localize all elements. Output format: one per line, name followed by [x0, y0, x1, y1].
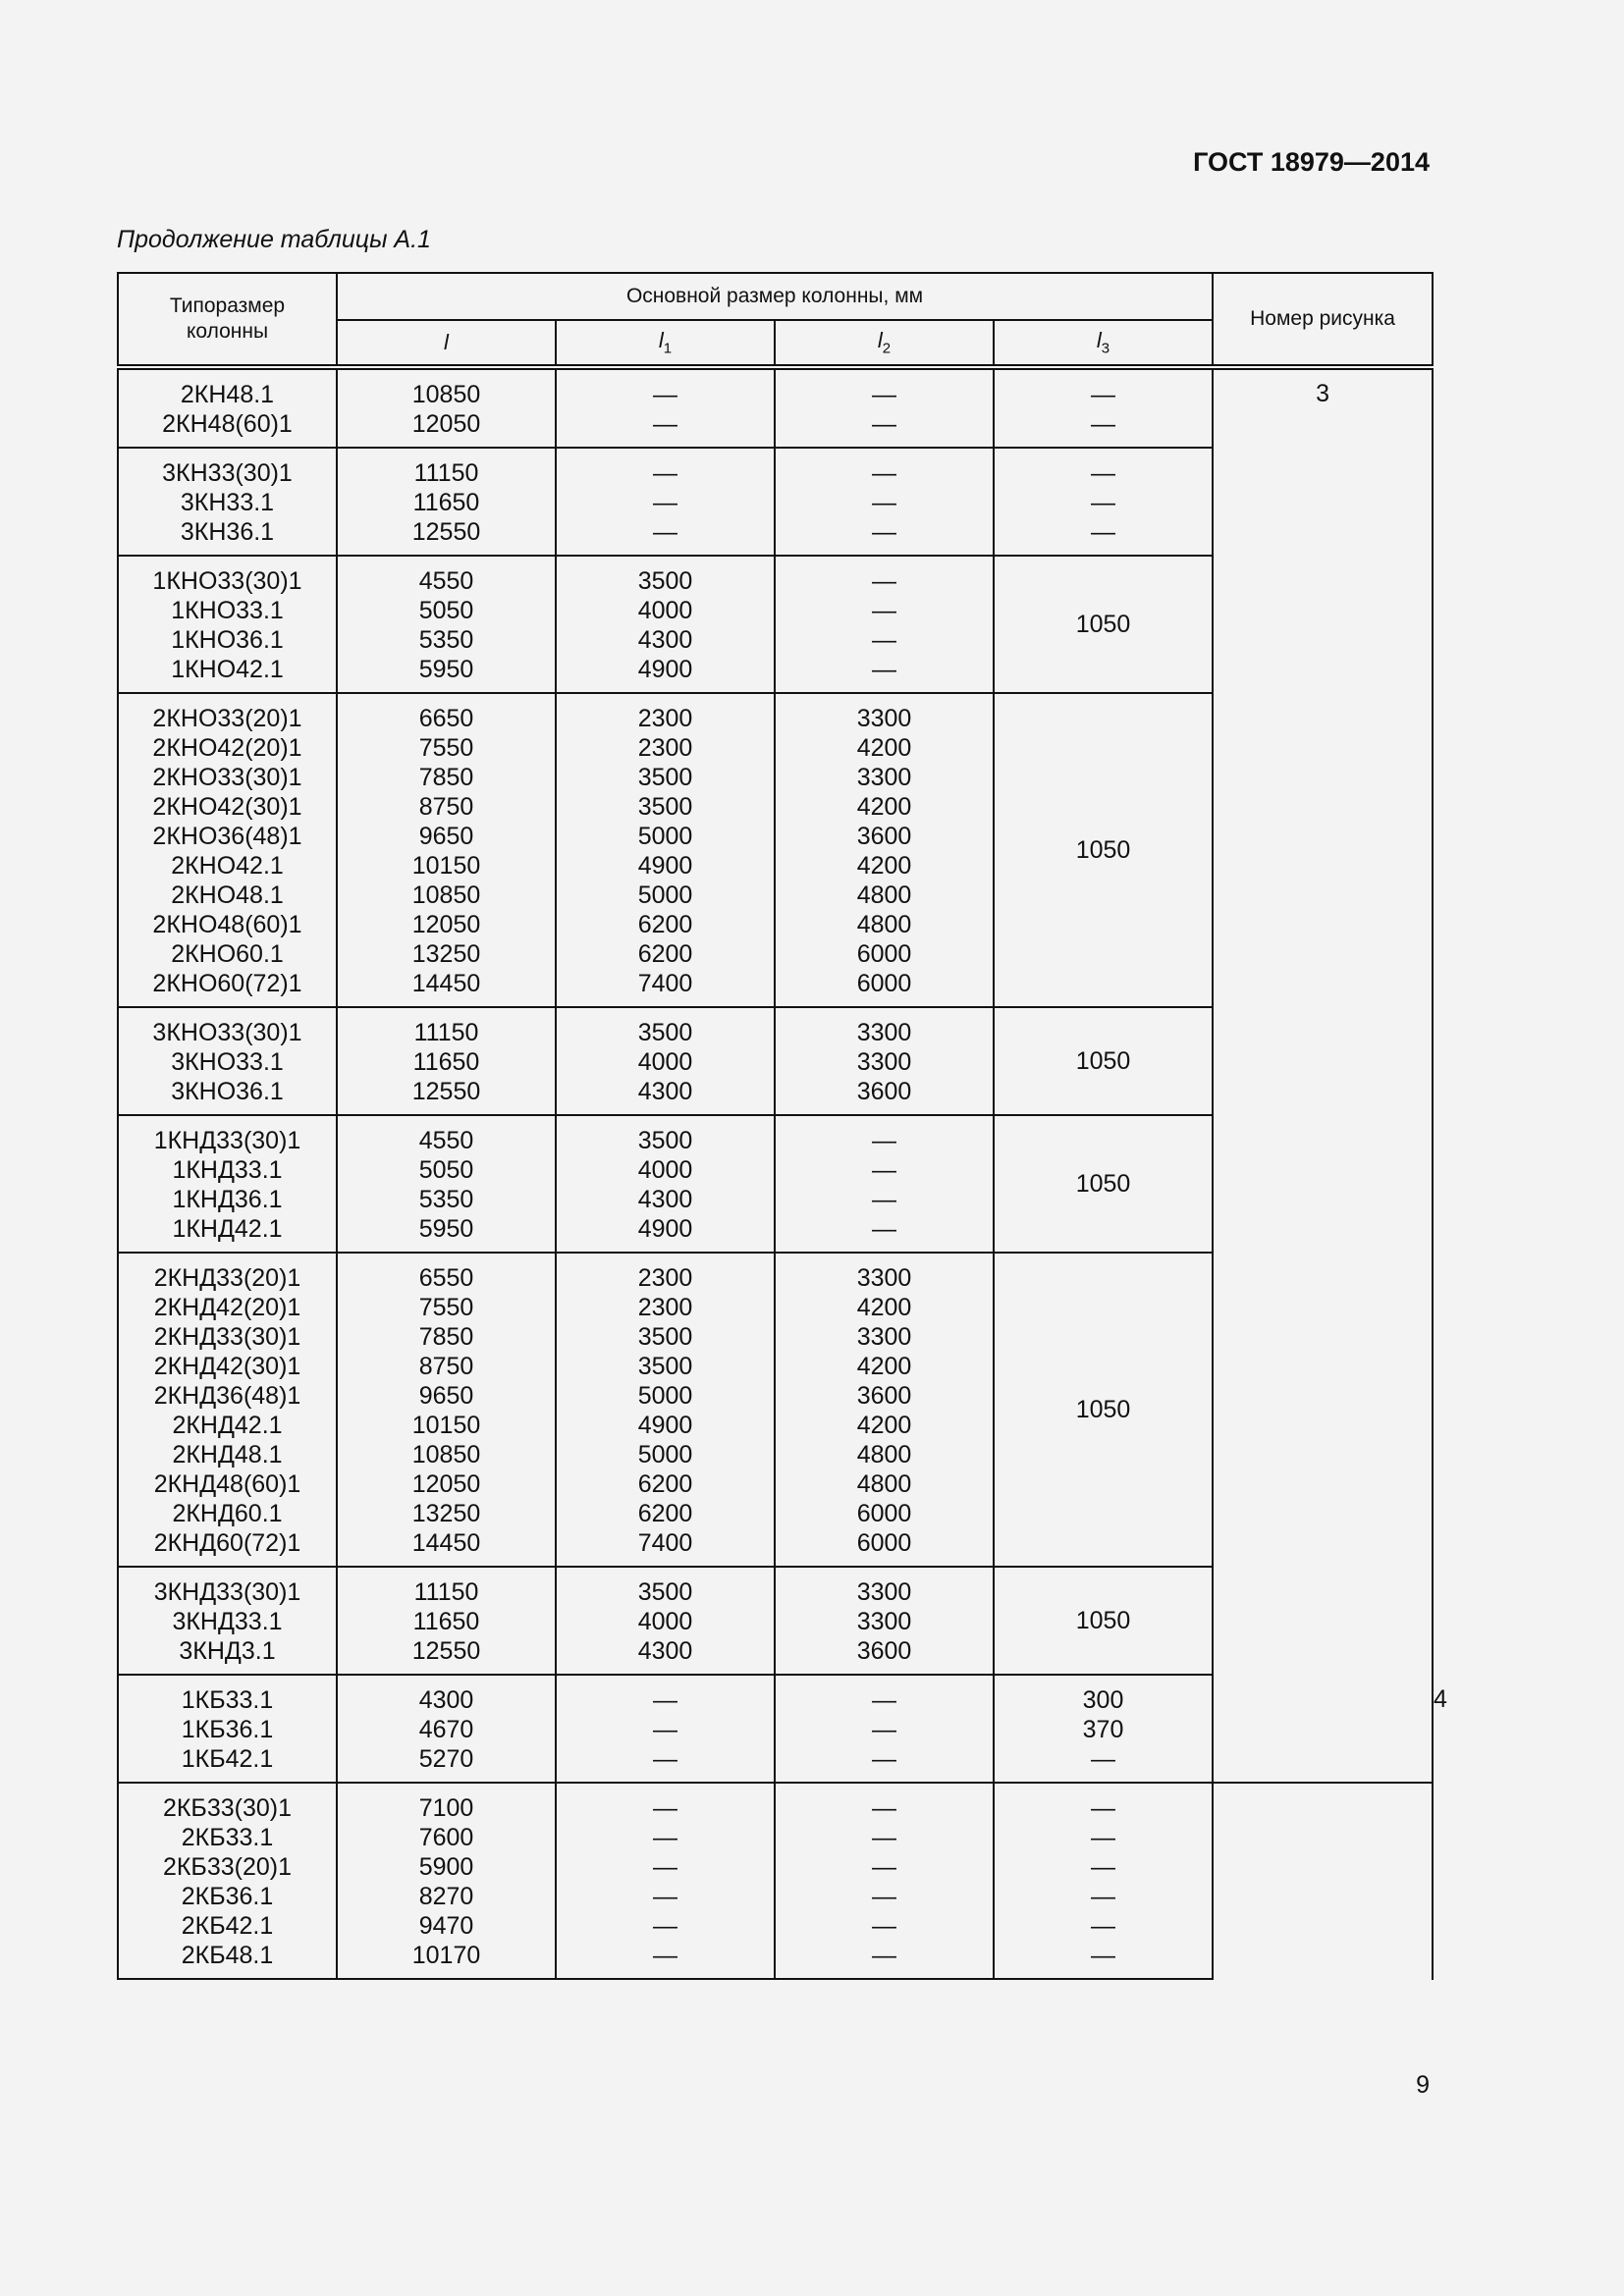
l1-cell-value: 3500 [637, 1019, 693, 1046]
header-l1: $l_1$ [556, 320, 775, 367]
l1-cell [556, 448, 775, 556]
l1-cell-value: — [653, 1912, 677, 1940]
l3-cell-value: — [1091, 459, 1115, 487]
type-cell [118, 1783, 337, 1979]
l-cell-value: 5900 [418, 1853, 474, 1881]
l-cell-value: 7850 [418, 764, 474, 791]
type-cell-value: 1КНД42.1 [172, 1215, 283, 1243]
l-cell-value: 12550 [411, 518, 481, 546]
l-cell-value: 10850 [411, 881, 481, 909]
l2-cell-value: — [872, 1745, 896, 1773]
l-cell-value: 7850 [418, 1323, 474, 1351]
l3-cell [994, 367, 1213, 448]
l1-cell-value: — [653, 1942, 677, 1969]
type-cell-value: 2КН48.1 [180, 381, 275, 408]
l2-cell-value: 6000 [856, 1529, 912, 1557]
l1-cell-value: 6200 [637, 940, 693, 968]
l2-cell-value: 3300 [856, 1578, 912, 1606]
l-cell-value: 7100 [418, 1794, 474, 1822]
type-cell-value: 2КНО36(48)1 [152, 823, 302, 850]
l2-cell-value: — [872, 1824, 896, 1851]
l-cell-value: 13250 [411, 1500, 481, 1527]
l-cell [337, 556, 556, 693]
type-cell-value: 3КН33.1 [180, 489, 275, 516]
type-cell-value: 3КНД33(30)1 [153, 1578, 301, 1606]
l2-cell-value: 4200 [856, 852, 912, 880]
header-figure-number: Номер рисунка [1213, 273, 1433, 367]
l2-cell-value: — [872, 1716, 896, 1743]
type-cell-value: 2КНД33(20)1 [153, 1264, 301, 1292]
table-body [118, 367, 1447, 1979]
type-cell-value: 2КНД60.1 [172, 1500, 283, 1527]
type-cell-value: 1КБ42.1 [181, 1745, 274, 1773]
l1-cell-value: 7400 [637, 970, 693, 997]
l1-cell-value: — [653, 1853, 677, 1881]
l2-cell-value: — [872, 1156, 896, 1184]
l1-cell-value: 6200 [637, 1470, 693, 1498]
l1-cell-value: 4300 [637, 1186, 693, 1213]
l-cell-value: 4670 [418, 1716, 474, 1743]
l2-cell-value: — [872, 1883, 896, 1910]
l3-cell-value: — [1091, 518, 1115, 546]
l1-cell-value: 3500 [637, 567, 693, 595]
type-cell-value: 3КНО33.1 [171, 1048, 284, 1076]
type-cell-value: 3КН33(30)1 [162, 459, 293, 487]
l3-cell [994, 693, 1213, 1007]
type-cell-value: 2КБ48.1 [181, 1942, 274, 1969]
l-cell [337, 1007, 556, 1115]
l3-cell-value: 1050 [1075, 836, 1131, 864]
l1-cell-value: — [653, 1794, 677, 1822]
type-cell [118, 693, 337, 1007]
type-cell-value: 1КНД33(30)1 [153, 1127, 301, 1154]
l2-cell-value: 3300 [856, 1048, 912, 1076]
l-cell-value: 4550 [418, 1127, 474, 1154]
type-cell-value: 2КНО60(72)1 [152, 970, 302, 997]
l-cell [337, 1675, 556, 1783]
l3-cell-value: — [1091, 489, 1115, 516]
l2-cell-value: 3300 [856, 705, 912, 732]
l1-cell-value: — [653, 1686, 677, 1714]
l1-cell-value: — [653, 489, 677, 516]
l2-cell-value: 6000 [856, 1500, 912, 1527]
l2-cell-value: — [872, 518, 896, 546]
l1-cell-value: 3500 [637, 1323, 693, 1351]
l3-cell-value: — [1091, 1883, 1115, 1910]
type-cell-value: 2КБ36.1 [181, 1883, 274, 1910]
l3-cell-value: — [1091, 1824, 1115, 1851]
l3-cell [994, 1115, 1213, 1253]
l3-cell-value: — [1091, 1912, 1115, 1940]
l3-cell-value: — [1091, 1794, 1115, 1822]
l2-cell-value: 4800 [856, 1470, 912, 1498]
l1-cell [556, 556, 775, 693]
l2-cell-value: 4200 [856, 793, 912, 821]
l2-cell-value: 3300 [856, 1608, 912, 1635]
l2-cell-value: — [872, 1215, 896, 1243]
l1-cell-value: 4000 [637, 597, 693, 624]
type-cell [118, 367, 337, 448]
l3-cell [994, 1007, 1213, 1115]
l2-cell-value: — [872, 1912, 896, 1940]
table-caption: Продолжение таблицы А.1 [117, 226, 431, 253]
l3-cell-value: 1050 [1075, 1047, 1131, 1075]
header-l: l [337, 320, 556, 367]
l1-cell [556, 1675, 775, 1783]
l-cell-value: 6650 [418, 705, 474, 732]
l-cell-value: 14450 [411, 970, 481, 997]
l3-cell [994, 1675, 1213, 1783]
type-cell-value: 2КБ33(30)1 [162, 1794, 293, 1822]
l1-cell-value: 5000 [637, 1441, 693, 1468]
l2-cell-value: — [872, 1186, 896, 1213]
dimensions-table [117, 272, 1447, 1980]
l3-cell [994, 1567, 1213, 1675]
l2-cell [775, 448, 994, 556]
l2-cell [775, 693, 994, 1007]
type-cell-value: 2КНД33(30)1 [153, 1323, 301, 1351]
type-cell-value: 1КБ33.1 [181, 1686, 274, 1714]
l-cell [337, 1783, 556, 1979]
l1-cell [556, 1783, 775, 1979]
type-cell-value: 2КНД42(30)1 [153, 1353, 301, 1380]
type-cell-value: 2КНО48.1 [171, 881, 284, 909]
table-row-group [118, 367, 1433, 448]
type-cell-value: 2КБ33.1 [181, 1824, 274, 1851]
l1-cell-value: 4300 [637, 626, 693, 654]
l-cell-value: 12050 [411, 410, 481, 438]
figure-number-cell: 3 [1213, 367, 1433, 1783]
l3-cell [994, 556, 1213, 693]
l1-cell-value: 2300 [637, 1264, 693, 1292]
l-cell-value: 5350 [418, 1186, 474, 1213]
type-cell-value: 2КНО42(20)1 [152, 734, 302, 762]
l-cell-value: 4550 [418, 567, 474, 595]
header-main-size: Основной размер колонны, мм [337, 273, 1213, 320]
type-cell-value: 3КНО33(30)1 [152, 1019, 302, 1046]
l2-cell-value: — [872, 597, 896, 624]
l2-cell-value: — [872, 1853, 896, 1881]
l2-cell-value: 4800 [856, 911, 912, 938]
l-cell-value: 7600 [418, 1824, 474, 1851]
l3-cell-value: 300 [1082, 1686, 1124, 1714]
l2-cell-value: — [872, 656, 896, 683]
l1-cell-value: 3500 [637, 1578, 693, 1606]
l-cell-value: 12550 [411, 1078, 481, 1105]
l1-cell [556, 1007, 775, 1115]
type-cell-value: 2КНД60(72)1 [153, 1529, 301, 1557]
l1-cell-value: 4900 [637, 1215, 693, 1243]
page-number: 9 [1416, 2071, 1430, 2099]
l-cell-value: 6550 [418, 1264, 474, 1292]
l-cell [337, 693, 556, 1007]
l3-cell-value: 1050 [1075, 1170, 1131, 1198]
type-cell-value: 2КНО33(30)1 [152, 764, 302, 791]
type-cell-value: 1КНО33(30)1 [152, 567, 302, 595]
type-cell-value: 3КНД33.1 [172, 1608, 283, 1635]
type-cell-value: 2КНО60.1 [171, 940, 284, 968]
l-cell-value: 8750 [418, 793, 474, 821]
l3-cell-value: — [1091, 1745, 1115, 1773]
l2-cell-value: — [872, 381, 896, 408]
l-cell-value: 12050 [411, 1470, 481, 1498]
l-cell-value: 10150 [411, 1412, 481, 1439]
l1-cell-value: 4900 [637, 852, 693, 880]
table-row-group [118, 1783, 1433, 1979]
l1-cell-value: 3500 [637, 764, 693, 791]
l3-cell [994, 448, 1213, 556]
l1-cell [556, 1115, 775, 1253]
l2-cell-value: — [872, 567, 896, 595]
type-cell [118, 1675, 337, 1783]
l2-cell-value: — [872, 626, 896, 654]
l-cell-value: 9470 [418, 1912, 474, 1940]
l2-cell [775, 556, 994, 693]
l-cell [337, 1115, 556, 1253]
l1-cell-value: 5000 [637, 823, 693, 850]
l-cell-value: 5950 [418, 1215, 474, 1243]
l1-cell-value: 4300 [637, 1637, 693, 1665]
l-cell-value: 11650 [412, 489, 480, 516]
table-row-group: 1КБ33.1 1КБ36.1 1КБ42.1 4300 4670 5270 — — — — — — 300 370 — 4 [118, 1675, 1433, 1783]
type-cell [118, 556, 337, 693]
l2-cell-value: 6000 [856, 940, 912, 968]
l-cell-value: 7550 [418, 734, 474, 762]
l-cell-value: 7550 [418, 1294, 474, 1321]
l-cell-value: 10170 [411, 1942, 481, 1969]
l2-cell-value: 3300 [856, 1019, 912, 1046]
l-cell [337, 1567, 556, 1675]
type-cell-value: 2КНО42(30)1 [152, 793, 302, 821]
l1-cell-value: — [653, 1716, 677, 1743]
l3-cell-value: — [1091, 410, 1115, 438]
l-cell [337, 367, 556, 448]
l1-cell-value: 3500 [637, 793, 693, 821]
header-l2: $l_2$ [775, 320, 994, 367]
l-cell-value: 10850 [411, 381, 481, 408]
type-cell-value: 2КНД42.1 [172, 1412, 283, 1439]
l-cell-value: 11150 [413, 1019, 479, 1046]
l1-cell-value: 6200 [637, 1500, 693, 1527]
type-cell-value: 1КБ36.1 [181, 1716, 274, 1743]
type-cell-value: 2КНД48(60)1 [153, 1470, 301, 1498]
l2-cell [775, 1115, 994, 1253]
header-type: Типоразмер колонны [118, 273, 337, 367]
type-cell [118, 1115, 337, 1253]
type-cell [118, 1007, 337, 1115]
l1-cell [556, 1253, 775, 1567]
l1-cell-value: 5000 [637, 881, 693, 909]
header-l3: $l_3$ [994, 320, 1213, 367]
l2-cell-value: — [872, 1127, 896, 1154]
l2-cell-value: 4200 [856, 734, 912, 762]
type-cell [118, 448, 337, 556]
l-cell [337, 1253, 556, 1567]
l2-cell-value: 3600 [856, 1382, 912, 1410]
type-cell-value: 1КНД36.1 [172, 1186, 283, 1213]
type-cell-value: 2КН48(60)1 [162, 410, 293, 438]
l-cell-value: 13250 [411, 940, 481, 968]
l-cell-value: 11650 [412, 1608, 480, 1635]
l2-cell-value: — [872, 489, 896, 516]
l-cell-value: 9650 [418, 823, 474, 850]
type-cell-value: 2КНД42(20)1 [153, 1294, 301, 1321]
l1-cell-value: — [653, 381, 677, 408]
l3-cell-value: — [1091, 1942, 1115, 1969]
type-cell-value: 1КНО36.1 [171, 626, 284, 654]
l-cell-value: 11150 [413, 1578, 479, 1606]
l1-cell-value: 7400 [637, 1529, 693, 1557]
l2-cell-value: 6000 [856, 970, 912, 997]
type-cell-value: 3КН36.1 [180, 518, 275, 546]
l1-cell-value: 4300 [637, 1078, 693, 1105]
l2-cell [775, 367, 994, 448]
l1-cell [556, 1567, 775, 1675]
l1-cell-value: 4000 [637, 1156, 693, 1184]
document-title: ГОСТ 18979—2014 [1193, 147, 1430, 177]
l3-cell-value: 370 [1082, 1716, 1124, 1743]
l3-cell-value: — [1091, 381, 1115, 408]
l1-cell-value: — [653, 1824, 677, 1851]
type-cell-value: 1КНО33.1 [171, 597, 284, 624]
type-cell [118, 1567, 337, 1675]
l-cell-value: 12050 [411, 911, 481, 938]
type-cell-value: 1КНО42.1 [171, 656, 284, 683]
l2-cell-value: 3600 [856, 1637, 912, 1665]
type-cell-value: 2КНО42.1 [171, 852, 284, 880]
l1-cell-value: — [653, 459, 677, 487]
l1-cell-value: — [653, 1883, 677, 1910]
l2-cell-value: 4800 [856, 1441, 912, 1468]
l-cell-value: 8750 [418, 1353, 474, 1380]
l3-cell-value: 1050 [1075, 1607, 1131, 1634]
l2-cell-value: 3300 [856, 764, 912, 791]
l1-cell-value: 4900 [637, 1412, 693, 1439]
l-cell-value: 10850 [411, 1441, 481, 1468]
l-cell-value: 5050 [418, 1156, 474, 1184]
type-cell-value: 3КНО36.1 [171, 1078, 284, 1105]
l3-cell-value: 1050 [1075, 611, 1131, 638]
l2-cell-value: 3600 [856, 823, 912, 850]
l1-cell-value: — [653, 410, 677, 438]
type-cell-value: 2КБ33(20)1 [162, 1853, 293, 1881]
type-cell-value: 2КБ42.1 [181, 1912, 274, 1940]
l1-cell-value: 6200 [637, 911, 693, 938]
type-cell-value: 3КНД3.1 [179, 1637, 276, 1665]
l-cell-value: 10150 [411, 852, 481, 880]
l2-cell-value: — [872, 1794, 896, 1822]
l-cell-value: 4300 [418, 1686, 474, 1714]
l2-cell-value: 4200 [856, 1353, 912, 1380]
l2-cell-value: 4200 [856, 1412, 912, 1439]
l1-cell-value: 2300 [637, 705, 693, 732]
l2-cell-value: — [872, 1942, 896, 1969]
type-cell-value: 2КНО33(20)1 [152, 705, 302, 732]
l1-cell [556, 693, 775, 1007]
l-cell-value: 14450 [411, 1529, 481, 1557]
l1-cell-value: — [653, 1745, 677, 1773]
l1-cell-value: 2300 [637, 1294, 693, 1321]
l2-cell [775, 1007, 994, 1115]
type-cell-value: 2КНО48(60)1 [152, 911, 302, 938]
l2-cell [775, 1675, 994, 1783]
l2-cell [775, 1783, 994, 1979]
l2-cell-value: 3600 [856, 1078, 912, 1105]
type-cell-value: 2КНД36(48)1 [153, 1382, 301, 1410]
l1-cell-value: 2300 [637, 734, 693, 762]
l1-cell-value: 3500 [637, 1127, 693, 1154]
l1-cell-value: 3500 [637, 1353, 693, 1380]
l1-cell-value: 4900 [637, 656, 693, 683]
l1-cell-value: — [653, 518, 677, 546]
l-cell-value: 9650 [418, 1382, 474, 1410]
type-cell-value: 2КНД48.1 [172, 1441, 283, 1468]
l3-cell [994, 1783, 1213, 1979]
l3-cell [994, 1253, 1213, 1567]
l-cell-value: 12550 [411, 1637, 481, 1665]
l2-cell [775, 1253, 994, 1567]
l-cell-value: 5050 [418, 597, 474, 624]
l2-cell-value: 4200 [856, 1294, 912, 1321]
l2-cell [775, 1567, 994, 1675]
l3-cell-value: 1050 [1075, 1396, 1131, 1423]
l-cell-value: 5350 [418, 626, 474, 654]
l1-cell [556, 367, 775, 448]
l1-cell-value: 5000 [637, 1382, 693, 1410]
l-cell-value: 5950 [418, 656, 474, 683]
type-cell-value: 1КНД33.1 [172, 1156, 283, 1184]
l3-cell-value: — [1091, 1853, 1115, 1881]
l1-cell-value: 4000 [637, 1608, 693, 1635]
l1-cell-value: 4000 [637, 1048, 693, 1076]
l2-cell-value: — [872, 459, 896, 487]
l2-cell-value: — [872, 410, 896, 438]
l-cell-value: 5270 [418, 1745, 474, 1773]
type-cell [118, 1253, 337, 1567]
l2-cell-value: 3300 [856, 1264, 912, 1292]
l-cell-value: 8270 [418, 1883, 474, 1910]
l2-cell-value: — [872, 1686, 896, 1714]
l2-cell-value: 4800 [856, 881, 912, 909]
l-cell [337, 448, 556, 556]
l-cell-value: 11650 [412, 1048, 480, 1076]
l-cell-value: 11150 [413, 459, 479, 487]
l2-cell-value: 3300 [856, 1323, 912, 1351]
